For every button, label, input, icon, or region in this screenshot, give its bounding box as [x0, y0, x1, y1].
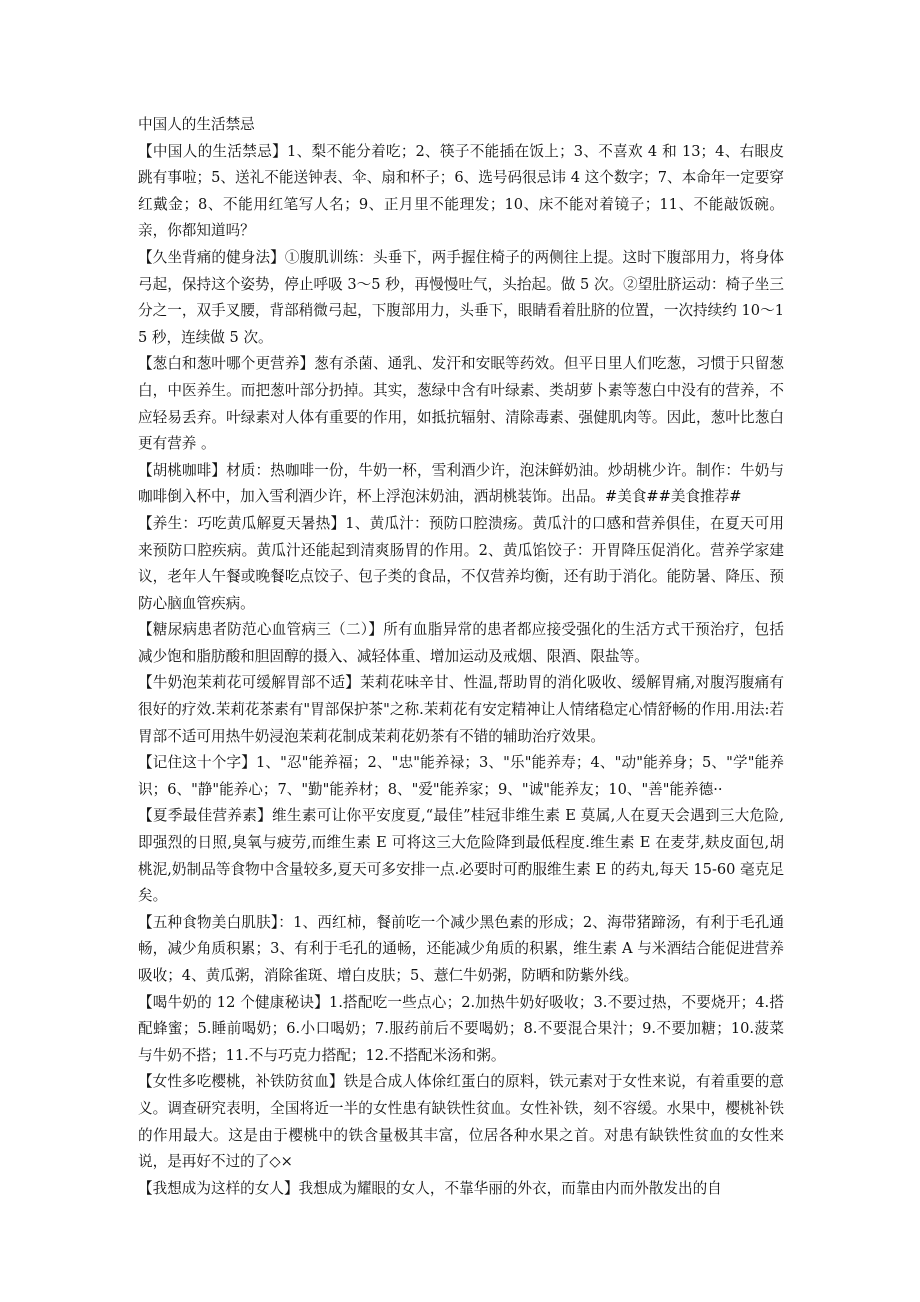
paragraph-whitening-foods: 【五种食物美白肌肤】：1、西红柿，餐前吃一个减少黑色素的形成；2、海带猪蹄汤，有利于毛孔通畅，减少角质积累；3、有利于毛孔的通畅，还能减少角质的积累，维生素 A 与米酒结合能促进营养吸收；4、黄瓜粥，消除雀斑、增白皮肤；5、薏仁牛奶粥，防晒和防紫外线。 — [138, 913, 784, 984]
paragraph-life-taboos: 【中国人的生活禁忌】1、梨不能分着吃；2、筷子不能插在饭上；3、不喜欢 4 和 13；4、右眼皮跳有事啦；5、送礼不能送钟表、伞、扇和杯子；6、选号码很忌讳 4 这个数字；7、本命年一定要穿红戴金；8、不能用红笔写人名；9、正月里不能理发；10、床不能对着镜子；11、不能敲饭碗。 亲，你都知道吗？ — [138, 142, 784, 240]
paragraph-summer-nutrient: 【夏季最佳营养素】维生素可让你平安度夏,“最佳”桂冠非维生素 E 莫属,人在夏天会遇到三大危险,即强烈的日照,臭氧与疲劳,而维生素 E 可将这三大危险降到最低程度.维生素 E 在麦芽,麸皮面包,胡桃泥,奶制品等食物中含量较多,夏天可多安排一点.必要时可酌服维生素 E 的药丸,每天 15-60 毫克足矣。 — [138, 807, 784, 905]
paragraph-back-pain-exercise: 【久坐背痛的健身法】①腹肌训练：头垂下，两手握住椅子的两侧往上提。这时下腹部用力，将身体弓起，保持这个姿势，停止呼吸 3～5 秒，再慢慢吐气，头抬起。做 5 次。②望肚脐运动：椅子坐三分之一，双手叉腰，背部稍微弓起，下腹部用力，头垂下，眼睛看着肚脐的位置，一次持续约 10～15 秒，连续做 5 次。 — [138, 248, 784, 346]
paragraph-jasmine-milk: 【牛奶泡茉莉花可缓解胃部不适】茉莉花味辛甘、性温,帮助胃的消化吸收、缓解胃痛,对腹泻腹痛有很好的疗效.茉莉花茶素有"胃部保护茶"之称.茉莉花有安定精神让人情绪稳定心情舒畅的作用.用法:若胃部不适可用热牛奶浸泡茉莉花制成茉莉花奶茶有不错的辅助治疗效果。 — [138, 674, 784, 745]
paragraph-diabetes-heart: 【糖尿病患者防范心血管病三（二）】所有血脂异常的患者都应接受强化的生活方式干预治疗，包括减少饱和脂肪酸和胆固醇的摄入、减轻体重、增加运动及戒烟、限酒、限盐等。 — [138, 621, 784, 665]
paragraph-scallion-nutrition: 【葱白和葱叶哪个更营养】葱有杀菌、通乳、发汗和安眠等药效。但平日里人们吃葱，习惯于只留葱白，中医养生。而把葱叶部分扔掉。其实，葱绿中含有叶绿素、类胡萝卜素等葱白中没有的营养，不应轻易丢弃。叶绿素对人体有重要的作用，如抵抗辐射、清除毒素、强健肌肉等。因此，葱叶比葱白更有营养 。 — [138, 355, 784, 453]
paragraph-cucumber-summer: 【养生：巧吃黄瓜解夏天暑热】1、黄瓜汁：预防口腔溃疡。黄瓜汁的口感和营养俱佳，在夏天可用来预防口腔疾病。黄瓜汁还能起到清爽肠胃的作用。2、黄瓜馅饺子：开胃降压促消化。营养学家建议，老年人午餐或晚餐吃点饺子、包子类的食品，不仅营养均衡，还有助于消化。能防暑、降压、预防心脑血管疾病。 — [138, 514, 784, 612]
document-title: 中国人的生活禁忌 — [138, 116, 255, 133]
paragraph-ten-characters: 【记住这十个字】1、"忍"能养福；2、"忠"能养禄；3、"乐"能养寿；4、"动"能养身；5、"学"能养识；6、"静"能养心；7、"勤"能养材；8、"爱"能养家；9、"诚"能养友；10、"善"能养德·· — [138, 754, 784, 798]
paragraph-walnut-coffee: 【胡桃咖啡】材质：热咖啡一份，牛奶一杯，雪利酒少许，泡沫鲜奶油。炒胡桃少许。制作：牛奶与咖啡倒入杯中，加入雪利酒少许，杯上浮泡沫奶油，洒胡桃装饰。出品。#美食##美食推荐# — [138, 461, 784, 506]
paragraph-ideal-woman: 【我想成为这样的女人】我想成为耀眼的女人，不靠华丽的外衣，而靠由内而外散发出的自 — [138, 1179, 722, 1197]
document-body — [138, 112, 784, 1202]
paragraph-milk-tips: 【喝牛奶的 12 个健康秘诀】1.搭配吃一些点心；2.加热牛奶好吸收；3.不要过热，不要烧开；4.搭配蜂蜜；5.睡前喝奶；6.小口喝奶；7.服药前后不要喝奶；8.不要混合果汁；9.不要加糖；10.菠菜与牛奶不搭；11.不与巧克力搭配；12.不搭配米汤和粥。 — [138, 993, 784, 1064]
paragraph-cherry-iron: 【女性多吃樱桃，补铁防贫血】铁是合成人体俆红蛋白的原料，铁元素对于女性来说，有着重要的意义。调查研究表明，全国将近一半的女性患有缺铁性贫血。女性补铁，刻不容缓。水果中，樱桃补铁的作用最大。这是由于樱桃中的铁含量极其丰富，位居各种水果之首。对患有缺铁性贫血的女性来说，是再好不过的了◇× — [138, 1073, 784, 1171]
